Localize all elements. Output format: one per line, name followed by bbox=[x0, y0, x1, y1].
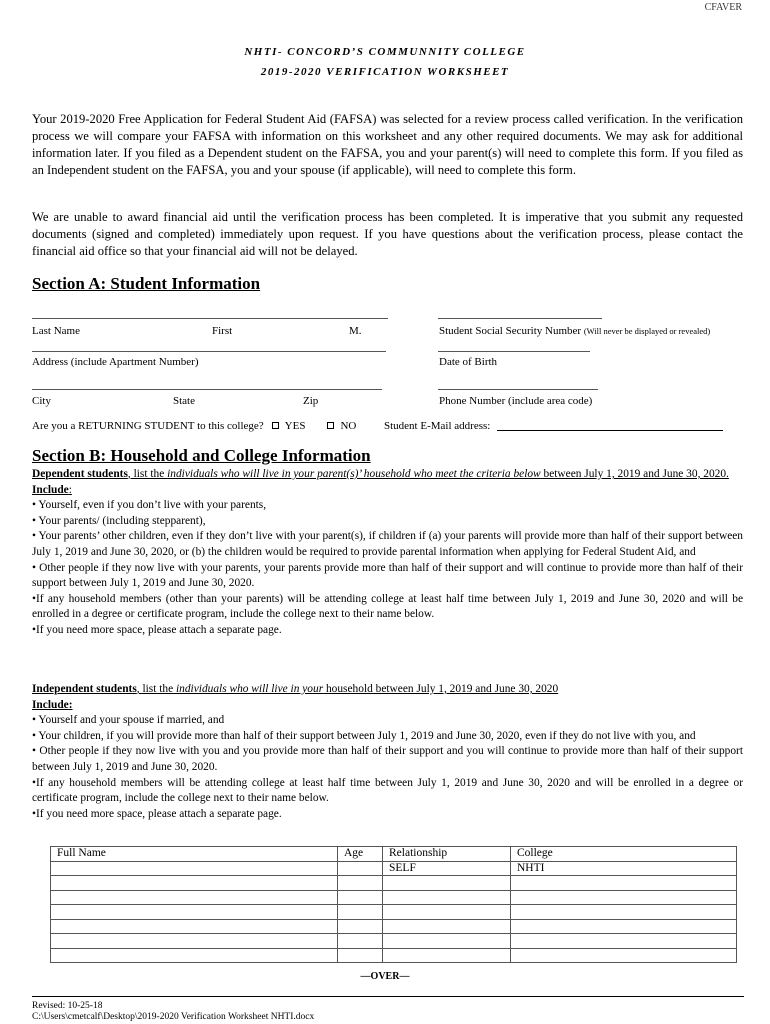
list-item: • Your children, if you will provide more than half of their support between July 1, 2019 and June 30, 2020, even if they do not live with you, and bbox=[32, 729, 696, 742]
cell-full-name[interactable] bbox=[51, 890, 338, 905]
cell-age[interactable] bbox=[338, 919, 383, 934]
list-item: •If any household members will be attending college at least half time between July 1, 2019 and June 30, 2020 and will be enrolled in a degree or certificate program, include the college next to their name below. bbox=[32, 776, 743, 805]
cell-full-name[interactable] bbox=[51, 876, 338, 891]
independent-label: Independent students bbox=[32, 683, 137, 695]
table-row bbox=[51, 934, 737, 949]
table-row bbox=[51, 905, 737, 920]
ssn-line[interactable] bbox=[438, 318, 602, 319]
ssn-label bbox=[439, 325, 710, 337]
header-college: College bbox=[511, 847, 737, 862]
cell-college[interactable] bbox=[511, 890, 737, 905]
state-label: State bbox=[173, 395, 195, 407]
include-colon: : bbox=[68, 698, 73, 711]
cell-age[interactable] bbox=[338, 890, 383, 905]
email-label: Student E-Mail address: bbox=[384, 420, 491, 432]
revised-date: Revised: 10-25-18 bbox=[32, 1001, 103, 1011]
cell-full-name[interactable] bbox=[51, 948, 338, 963]
returning-question: Are you a RETURNING STUDENT to this college? bbox=[32, 420, 264, 432]
name-line[interactable] bbox=[32, 318, 388, 319]
include-label: Include bbox=[32, 698, 69, 711]
list-item: •If any household members (other than your parents) will be attending college at least half time between July 1, 2019 and June 30, 2020 and will be enrolled in a degree or certificate program, include the college next to their name below. bbox=[32, 592, 743, 621]
table-row bbox=[51, 948, 737, 963]
no-label: NO bbox=[340, 420, 357, 432]
cell-age[interactable] bbox=[338, 861, 383, 876]
college-title: NHTI- CONCORD’S COMMUNNITY COLLEGE bbox=[244, 46, 526, 58]
cell-full-name[interactable] bbox=[51, 905, 338, 920]
cell-relationship[interactable]: SELF bbox=[383, 861, 511, 876]
yes-checkbox[interactable] bbox=[272, 422, 279, 429]
footer-divider bbox=[32, 996, 744, 997]
list-item: • Yourself and your spouse if married, and bbox=[32, 714, 225, 727]
section-a-title: Section A: Student Information bbox=[32, 274, 261, 293]
list-item: • Other people if they now live with you and you provide more than half of their support and you will continue to provide more than half of their support between July 1, 2019 and June 30, 2020. bbox=[32, 745, 743, 773]
header-relationship: Relationship bbox=[383, 847, 511, 862]
form-code: CFAVER bbox=[704, 2, 742, 13]
zip-label: Zip bbox=[303, 395, 319, 407]
cell-relationship[interactable] bbox=[383, 905, 511, 920]
email-line[interactable] bbox=[497, 430, 723, 431]
dob-line[interactable] bbox=[438, 351, 590, 352]
dependent-block bbox=[32, 467, 743, 639]
middle-initial-label: M. bbox=[349, 325, 362, 337]
table-header-row bbox=[51, 847, 737, 862]
independent-list bbox=[32, 713, 743, 822]
dependent-mid: , list the bbox=[127, 468, 168, 480]
phone-label: Phone Number (include area code) bbox=[439, 395, 593, 407]
yes-label: YES bbox=[284, 420, 306, 432]
city-state-zip-line[interactable] bbox=[32, 389, 382, 390]
file-path: C:\Users\cmetcalf\Desktop\2019-2020 Verification Worksheet NHTI.docx bbox=[32, 1012, 315, 1022]
list-item: • Other people if they now live with your parents, your parents provide more than half of their support and will continue to provide more than half of their support between July 1, 2019 and June 30, 2020. bbox=[32, 561, 743, 590]
cell-college[interactable] bbox=[511, 919, 737, 934]
independent-intro bbox=[32, 682, 743, 698]
dependent-list bbox=[32, 498, 743, 638]
address-label: Address (include Apartment Number) bbox=[32, 356, 199, 368]
cell-age[interactable] bbox=[338, 948, 383, 963]
cell-college[interactable] bbox=[511, 934, 737, 949]
address-line[interactable] bbox=[32, 351, 386, 352]
include-colon: : bbox=[68, 483, 72, 496]
list-item: •If you need more space, please attach a separate page. bbox=[32, 807, 282, 820]
no-checkbox[interactable] bbox=[327, 422, 334, 429]
list-item: • Yourself, even if you don’t live with your parents, bbox=[32, 499, 267, 512]
include-label: Include bbox=[32, 483, 69, 496]
warning-paragraph: We are unable to award financial aid until the verification process has been completed. It is imperative that you submit any requested documents (signed and completed) immediately upon request. If you have questions about the verification process, please contact the financial aid office so that your financial aid will not be delayed. bbox=[32, 210, 743, 258]
cell-college[interactable] bbox=[511, 905, 737, 920]
table-row bbox=[51, 890, 737, 905]
dependent-end: between July 1, 2019 and June 30, 2020. bbox=[540, 468, 729, 480]
cell-age[interactable] bbox=[338, 934, 383, 949]
over-notice: —OVER— bbox=[360, 971, 410, 982]
header-full-name: Full Name bbox=[51, 847, 338, 862]
cell-full-name[interactable] bbox=[51, 861, 338, 876]
independent-criteria: individuals who will live in your bbox=[176, 683, 324, 695]
cell-relationship[interactable] bbox=[383, 948, 511, 963]
section-b-title: Section B: Household and College Information bbox=[32, 446, 371, 465]
phone-line[interactable] bbox=[438, 389, 598, 390]
cell-relationship[interactable] bbox=[383, 876, 511, 891]
cell-relationship[interactable] bbox=[383, 919, 511, 934]
dependent-criteria: individuals who will live in your parent(s)’ household who meet the criteria below bbox=[167, 468, 541, 480]
dependent-label: Dependent students bbox=[32, 468, 128, 480]
city-label: City bbox=[32, 395, 51, 407]
independent-block bbox=[32, 682, 743, 822]
returning-student-row bbox=[32, 420, 356, 432]
dependent-intro bbox=[32, 467, 743, 483]
cell-full-name[interactable] bbox=[51, 934, 338, 949]
independent-include-heading bbox=[32, 698, 743, 714]
table-row bbox=[51, 861, 737, 876]
intro-paragraph: Your 2019-2020 Free Application for Federal Student Aid (FAFSA) was selected for a review process called verification. In the verification process we will compare your FAFSA with information on this worksheet and any other required documents. We may ask for additional information later. If you filed as a Dependent student on the FAFSA, you and your parent(s) will need to complete this form. If you filed as an Independent student on the FAFSA, you and your spouse (if applicable), will need to complete this form. bbox=[32, 112, 743, 177]
cell-full-name[interactable] bbox=[51, 919, 338, 934]
table-row bbox=[51, 919, 737, 934]
last-name-label: Last Name bbox=[32, 325, 80, 337]
list-item: • Your parents/ (including stepparent), bbox=[32, 514, 206, 527]
cell-age[interactable] bbox=[338, 905, 383, 920]
ssn-label-text: Student Social Security Number bbox=[439, 325, 582, 337]
first-name-label: First bbox=[212, 325, 233, 337]
ssn-note: (Will never be displayed or revealed) bbox=[583, 326, 711, 336]
independent-end: household between July 1, 2019 and June 30, 2020 bbox=[323, 683, 559, 695]
cell-relationship[interactable] bbox=[383, 934, 511, 949]
table-row bbox=[51, 876, 737, 891]
header-age: Age bbox=[338, 847, 383, 862]
list-item: • Your parents’ other children, even if they don’t live with your parent(s), if children if (a) your parents will provide more than half of their support between July 1, 2019 and June 30, 2020, or (b) the children would be required to provide parental information when applying for Federal Student Aid, and bbox=[32, 530, 743, 558]
cell-relationship[interactable] bbox=[383, 890, 511, 905]
cell-college[interactable] bbox=[511, 948, 737, 963]
dob-label: Date of Birth bbox=[439, 356, 498, 368]
worksheet-title: 2019-2020 VERIFICATION WORKSHEET bbox=[260, 66, 510, 78]
list-item: •If you need more space, please attach a separate page. bbox=[32, 623, 282, 636]
cell-college[interactable]: NHTI bbox=[511, 861, 737, 876]
household-table bbox=[50, 846, 737, 963]
independent-mid: , list the bbox=[136, 683, 176, 695]
cell-college[interactable] bbox=[511, 876, 737, 891]
dependent-include-heading bbox=[32, 483, 743, 499]
cell-age[interactable] bbox=[338, 876, 383, 891]
